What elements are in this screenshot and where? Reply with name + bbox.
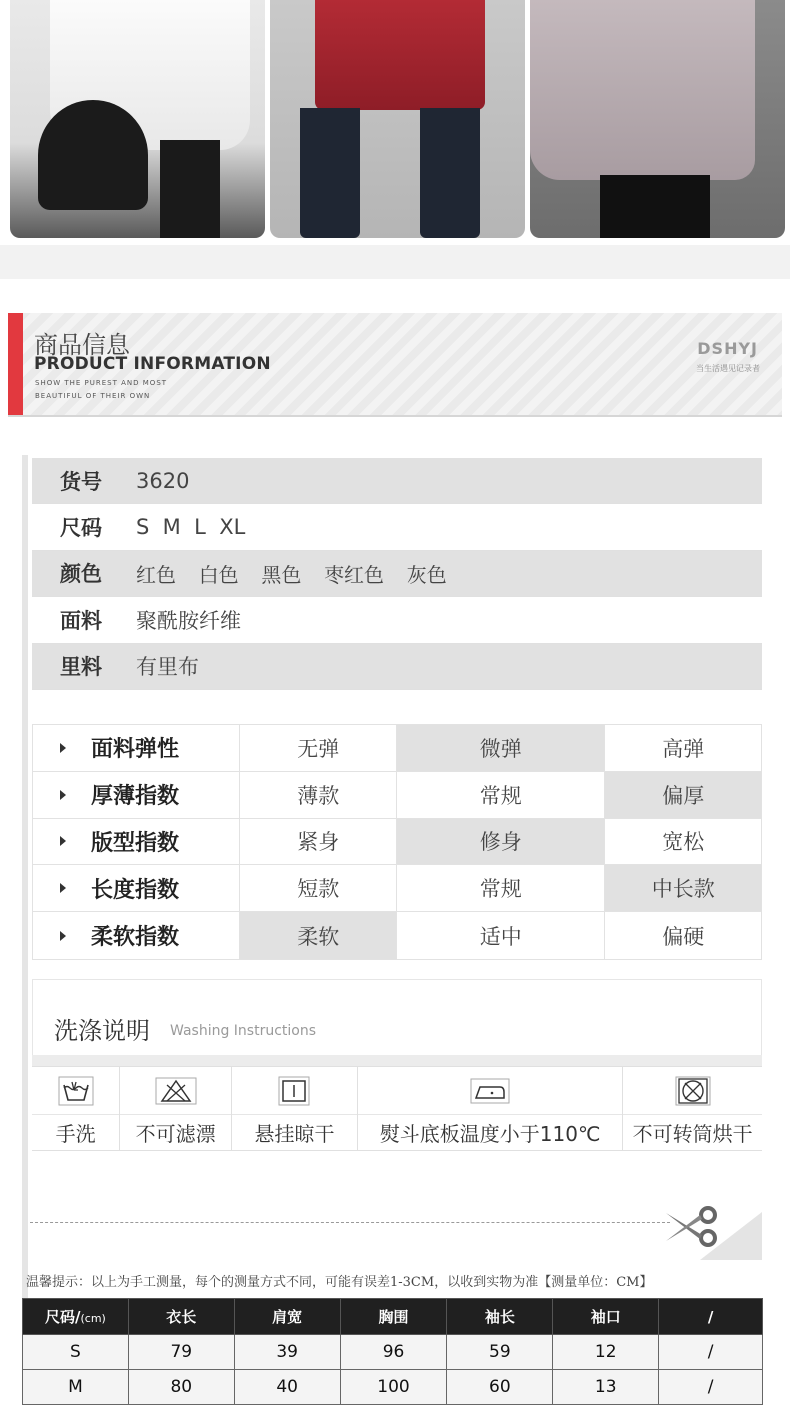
- index-option-selected: 修身: [397, 819, 605, 865]
- product-photo-grey-coat[interactable]: [530, 0, 785, 238]
- index-name: 厚薄指数: [91, 784, 180, 810]
- info-key: 颜色: [60, 562, 102, 587]
- size-cell: /: [659, 1335, 763, 1370]
- wash-label: 悬挂晾干: [232, 1114, 357, 1150]
- index-option-selected: 偏厚: [605, 772, 761, 818]
- size-header-cell: /: [659, 1299, 763, 1335]
- banner-title-en: PRODUCT INFORMATION: [34, 354, 271, 374]
- size-row-m: [23, 1370, 763, 1405]
- info-row-sku: [32, 458, 762, 504]
- no-bleach-icon: [155, 1067, 197, 1114]
- caret-right-icon: [60, 931, 66, 941]
- legs-shape: [160, 140, 220, 238]
- info-key: 里料: [60, 655, 102, 680]
- washing-title-en: Washing Instructions: [170, 1023, 317, 1039]
- index-option: 高弹: [662, 736, 705, 761]
- color-option: 枣红色: [324, 562, 385, 587]
- legs-shape: [600, 175, 710, 238]
- washing-divider: [32, 1055, 762, 1066]
- info-key: 尺码: [60, 516, 102, 541]
- index-option: 常规: [397, 772, 605, 818]
- leg-left-shape: [300, 108, 360, 238]
- color-option: 黑色: [261, 562, 302, 587]
- index-name: 版型指数: [91, 830, 180, 856]
- size-header-cell: 衣长: [128, 1299, 234, 1335]
- size-cell: /: [659, 1370, 763, 1405]
- wash-item: [358, 1067, 623, 1150]
- size-header-cell: 袖口: [553, 1299, 659, 1335]
- size-header-cell: 袖长: [447, 1299, 553, 1335]
- index-option: 宽松: [662, 830, 705, 855]
- size-cell: M: [23, 1370, 129, 1405]
- banner-subtitle-line2: BEAUTIFUL OF THEIR OWN: [35, 392, 151, 400]
- caret-right-icon: [60, 790, 66, 800]
- size-table: [22, 1298, 763, 1405]
- color-list: [136, 559, 463, 588]
- info-row-size: [32, 504, 762, 550]
- unit-label: (cm): [80, 1312, 106, 1325]
- hang-dry-icon: [278, 1067, 310, 1114]
- red-coat-shape: [315, 0, 485, 110]
- banner-divider: [8, 415, 782, 417]
- wash-label: 不可转筒烘干: [623, 1114, 762, 1150]
- product-info-table: [32, 458, 762, 690]
- caret-right-icon: [60, 743, 66, 753]
- wash-item: [623, 1067, 762, 1150]
- wash-label: 熨斗底板温度小于110℃: [358, 1114, 622, 1150]
- size-cell: 13: [553, 1370, 659, 1405]
- size-header-cell: 尺码/(cm): [23, 1299, 129, 1335]
- product-info-banner: [8, 313, 782, 415]
- index-option: 适中: [397, 912, 605, 959]
- info-key: 货号: [60, 469, 102, 494]
- size-cell: S: [23, 1335, 129, 1370]
- size-header-row: [23, 1299, 763, 1335]
- wash-label: 不可滤漂: [120, 1114, 231, 1150]
- index-row-fit: [33, 819, 761, 866]
- info-row-color: [32, 551, 762, 597]
- index-row-elasticity: [33, 725, 761, 772]
- product-photo-red-coat[interactable]: [270, 0, 525, 238]
- caret-right-icon: [60, 883, 66, 893]
- washing-icons-row: [32, 1066, 762, 1151]
- index-option: 偏硬: [662, 924, 705, 949]
- wash-item: [32, 1067, 120, 1150]
- size-header-cell: 肩宽: [234, 1299, 340, 1335]
- size-cell: 100: [340, 1370, 447, 1405]
- size-cell: 12: [553, 1335, 659, 1370]
- index-name: 面料弹性: [91, 737, 180, 763]
- wash-item: [120, 1067, 232, 1150]
- color-option: 红色: [136, 562, 176, 587]
- index-option-selected: 微弹: [397, 725, 605, 771]
- size-cell: 80: [128, 1370, 234, 1405]
- size-cell: 59: [447, 1335, 553, 1370]
- index-option: 薄款: [240, 772, 397, 818]
- size-row-s: [23, 1335, 763, 1370]
- brand-slogan: 当生活遇见记录者: [696, 364, 760, 373]
- wash-item: [232, 1067, 358, 1150]
- content-side-bar: [22, 455, 28, 1405]
- index-row-thickness: [33, 772, 761, 819]
- size-header-cell: 胸围: [340, 1299, 447, 1335]
- index-option: 紧身: [240, 819, 397, 865]
- brand-logo: DSHYJ: [697, 339, 758, 358]
- info-value: 有里布: [136, 655, 199, 680]
- info-value: S M L XL: [136, 515, 246, 540]
- size-cell: 40: [234, 1370, 340, 1405]
- no-tumble-dry-icon: [675, 1067, 711, 1114]
- hand-wash-icon: [58, 1067, 94, 1114]
- index-option: 无弹: [240, 725, 397, 771]
- handbag-shape: [38, 100, 148, 210]
- caret-right-icon: [60, 836, 66, 846]
- index-option-selected: 柔软: [240, 912, 397, 959]
- index-option-selected: 中长款: [605, 865, 761, 911]
- size-cell: 39: [234, 1335, 340, 1370]
- washing-header: [32, 979, 762, 1055]
- wash-label: 手洗: [32, 1114, 119, 1150]
- banner-title-cn: 商品信息: [34, 331, 130, 359]
- info-row-fabric: [32, 597, 762, 643]
- index-option: 常规: [397, 865, 605, 911]
- index-name: 长度指数: [91, 877, 180, 903]
- color-option: 灰色: [406, 562, 447, 587]
- size-cell: 60: [447, 1370, 553, 1405]
- index-name: 柔软指数: [91, 925, 180, 951]
- index-row-length: [33, 865, 761, 912]
- cut-line: [30, 1222, 670, 1223]
- index-option: 短款: [240, 865, 397, 911]
- product-photo-strip: [0, 0, 790, 245]
- banner-subtitle-line1: SHOW THE PUREST AND MOST: [35, 379, 168, 387]
- index-row-softness: [33, 912, 761, 959]
- size-cell: 96: [340, 1335, 447, 1370]
- leg-right-shape: [420, 108, 480, 238]
- washing-title: 洗涤说明: [54, 1017, 150, 1045]
- fabric-index-table: [32, 724, 762, 960]
- info-value: 聚酰胺纤维: [136, 608, 241, 633]
- product-photo-white-coat[interactable]: [10, 0, 265, 238]
- iron-low-icon: [470, 1067, 510, 1114]
- size-cell: 79: [128, 1335, 234, 1370]
- info-row-lining: [32, 644, 762, 690]
- section-divider: [0, 245, 790, 279]
- measurement-tip: 温馨提示：以上为手工测量，每个的测量方式不同，可能有误差1-3CM，以收到实物为准【测量单位：CM】: [26, 1275, 653, 1290]
- info-key: 面料: [60, 608, 102, 633]
- accent-bar: [8, 313, 23, 415]
- color-option: 白色: [198, 562, 239, 587]
- scissors-icon: [664, 1205, 720, 1253]
- info-value: 3620: [136, 468, 190, 493]
- grey-coat-shape: [530, 0, 755, 180]
